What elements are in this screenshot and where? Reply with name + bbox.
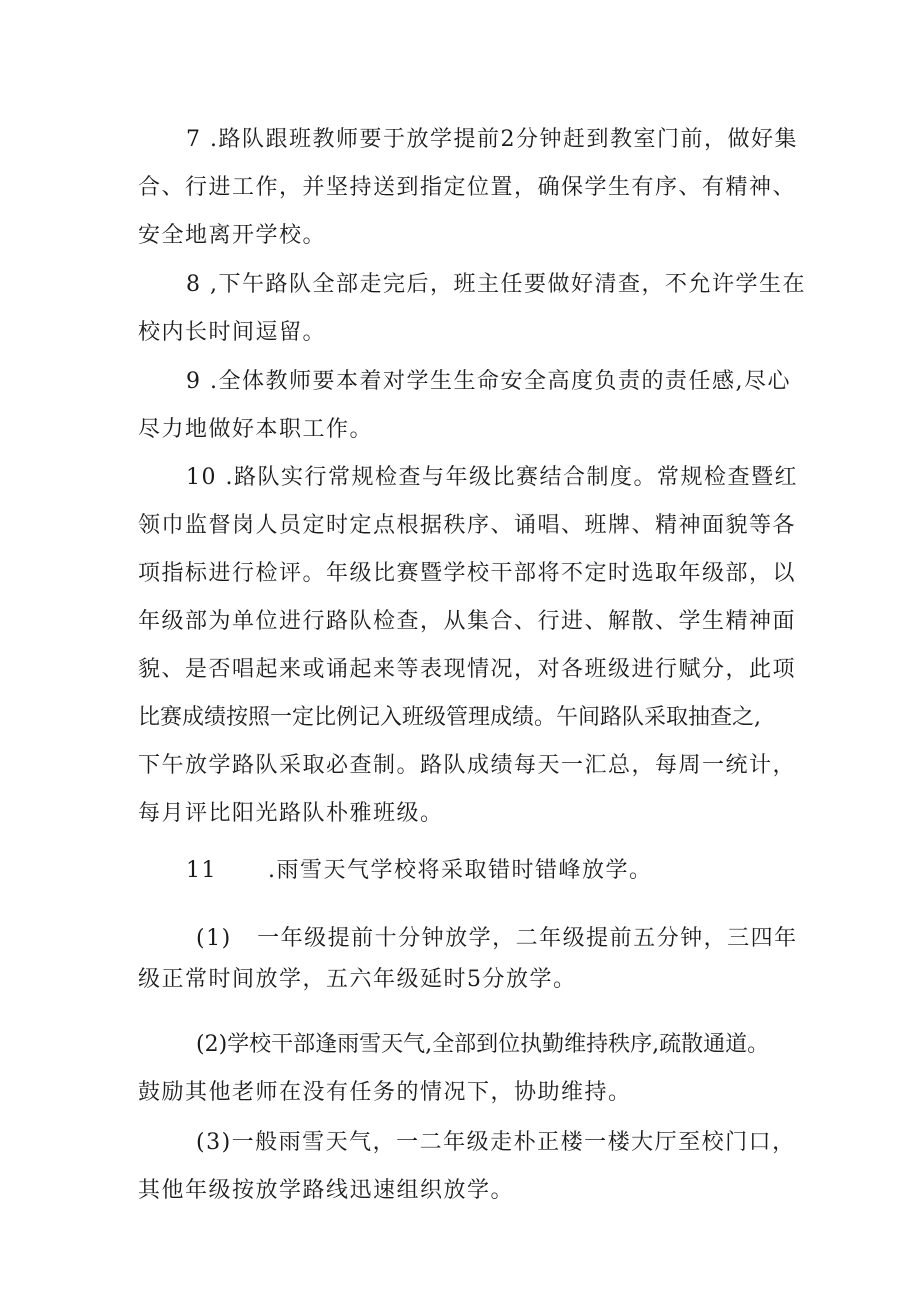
- paragraph-10-line-3: 项指标进行检评。年级比赛暨学校干部将不定时选取年级部，以: [138, 561, 797, 586]
- paragraph-10-line-6: 比赛成绩按照一定比例记入班级管理成绩。午间路队采取抽查之,: [138, 705, 761, 730]
- paragraph-10-line-1: 10 .路队实行常规检查与年级比赛结合制度。常规检查暨红: [186, 465, 798, 490]
- paragraph-7-line-2: 合、行进工作，并坚持送到指定位置，确保学生有序、有精神、: [138, 175, 797, 200]
- paragraph-9-line-1: 9 .全体教师要本着对学生生命安全高度负责的责任感,尽心: [186, 369, 791, 394]
- item-1-line-2: 级正常时间放学，五六年级延时5分放学。: [138, 967, 577, 992]
- item-2-line-1: (2)学校干部逢雨雪天气,全部到位执勤维持秩序,疏散通道。: [196, 1032, 770, 1057]
- item-1-line-1: (1) 一年级提前十分钟放学，二年级提前五分钟，三四年: [196, 926, 798, 951]
- paragraph-10-line-7: 下午放学路队采取必查制。路队成绩每天一汇总，每周一统计，: [138, 753, 797, 778]
- paragraph-11-heading: 11 .雨雪天气学校将采取错时错峰放学。: [186, 858, 653, 883]
- item-2-line-2: 鼓励其他老师在没有任务的情况下，协助维持。: [138, 1080, 632, 1105]
- paragraph-10-line-4: 年级部为单位进行路队检查，从集合、行进、解散、学生精神面: [138, 609, 797, 634]
- paragraph-10-line-8: 每月评比阳光路队朴雅班级。: [138, 801, 444, 826]
- paragraph-7-line-1: 7 .路队跟班教师要于放学提前2分钟赶到教室门前，做好集: [186, 127, 798, 152]
- paragraph-9-line-2: 尽力地做好本职工作。: [138, 417, 374, 442]
- paragraph-10-line-2: 领巾监督岗人员定时定点根据秩序、诵唱、班牌、精神面貌等各: [138, 513, 797, 538]
- paragraph-8-line-1: 8 ,下午路队全部走完后，班主任要做好清查，不允许学生在: [186, 272, 806, 297]
- item-3-line-1: (3)一般雨雪天气，一二年级走朴正楼一楼大厅至校门口，: [196, 1130, 796, 1155]
- paragraph-10-line-5: 貌、是否唱起来或诵起来等表现情况，对各班级进行赋分，此项: [138, 657, 797, 682]
- paragraph-8-line-2: 校内长时间逗留。: [138, 320, 327, 345]
- paragraph-7-line-3: 安全地离开学校。: [138, 223, 327, 248]
- item-3-line-2: 其他年级按放学路线迅速组织放学。: [138, 1178, 515, 1203]
